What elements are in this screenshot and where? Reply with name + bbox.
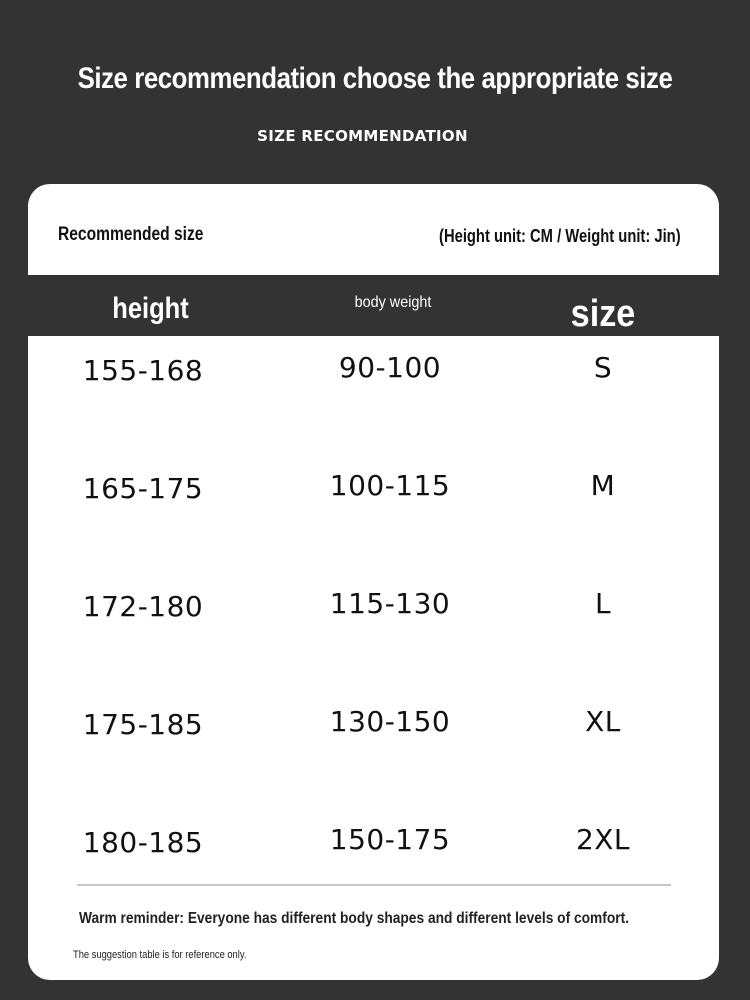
cell-weight: 130-150 [329,705,451,738]
table-row [28,454,719,514]
cell-height: 172-180 [82,590,204,623]
cell-weight: 90-100 [338,351,442,384]
column-header-weight: body weight [354,293,432,311]
page-title: Size recommendation choose the appropriate size [77,62,673,95]
cell-weight: 150-175 [329,823,451,856]
cell-height: 155-168 [82,354,204,387]
cell-height: 180-185 [82,826,204,859]
page-subtitle: SIZE RECOMMENDATION [257,127,468,145]
column-header-height: height [112,291,189,325]
divider [77,884,671,886]
table-row [28,808,719,868]
cell-size: XL [585,705,621,738]
cell-size: S [593,351,613,384]
cell-size: M [590,469,616,502]
cell-weight: 115-130 [329,587,451,620]
table-row [28,572,719,632]
cell-size: L [594,587,612,620]
cell-height: 175-185 [82,708,204,741]
cell-size: 2XL [575,823,631,856]
size-chart-card [28,184,719,980]
warm-reminder: Warm reminder: Everyone has different body shapes and different levels of comfort. [79,910,630,927]
cell-weight: 100-115 [329,469,451,502]
table-header [28,275,719,336]
column-header-size: size [570,293,636,335]
recommended-size-label: Recommended size [58,224,204,245]
table-row [28,690,719,750]
reference-note: The suggestion table is for reference only. [73,949,247,961]
cell-height: 165-175 [82,472,204,505]
unit-note: (Height unit: CM / Weight unit: Jin) [439,226,681,246]
table-row [28,336,719,396]
